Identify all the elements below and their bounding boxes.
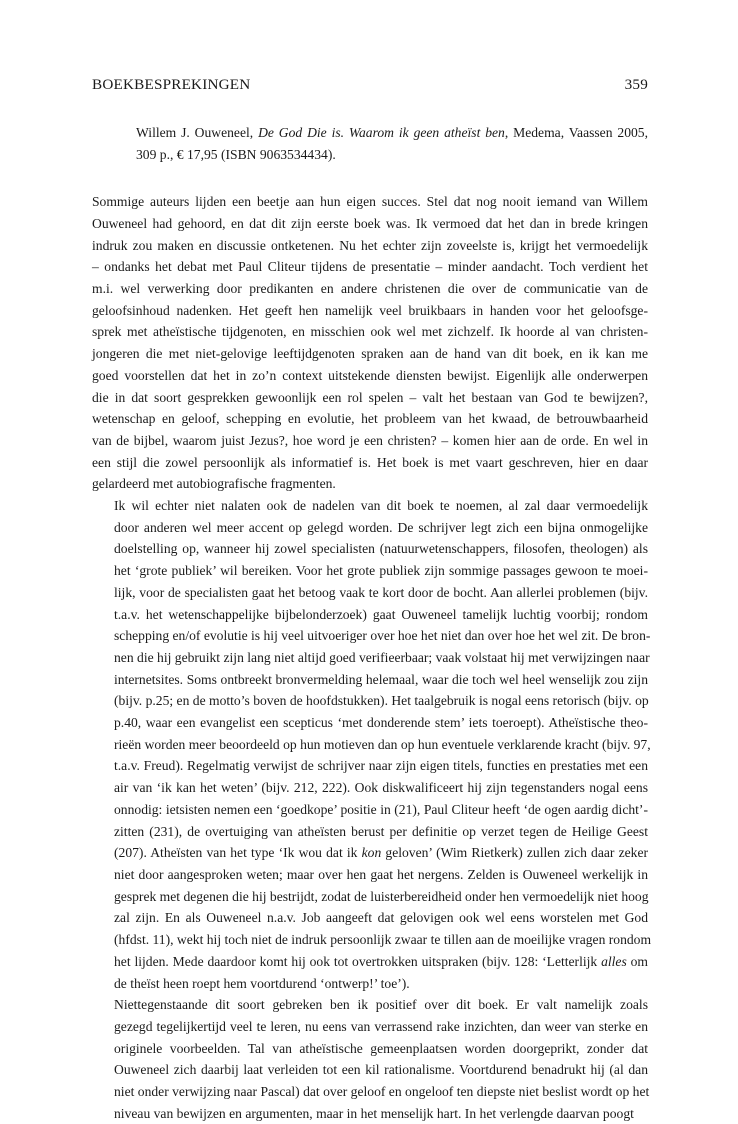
text-line: de theïst heen roept hem voortdurend ‘ontwerp!’ toe’). bbox=[114, 975, 410, 991]
text-line: niet onder verwijzing naar Pascal) dat over geloof en ongeloof ten diepste niet beslist wordt op het bbox=[114, 1084, 650, 1100]
paragraph-2 bbox=[92, 495, 652, 994]
text-line: doelstelling op, wanneer hij zowel specialisten (natuurwetenschappers, filosofen, theologen) als bbox=[114, 541, 648, 557]
section-title: BOEKBESPREKINGEN bbox=[92, 76, 251, 93]
text-line: schepping en/of evolutie is hij veel uitvoeriger over hoe het niet dan over hoe het wel zit. De bron- bbox=[114, 628, 651, 644]
text-line: niveau van bewijzen en argumenten, maar in het menselijk hart. In het verlengde daarvan poogt bbox=[114, 1105, 634, 1121]
text-line: geloofsinhoud nadenken. Het geeft hen namelijk veel bruikbaars in handen voor het geloofsge- bbox=[92, 302, 648, 318]
text-line: gezegd tegelijkertijd veel te leren, nu eens van verrassend rake inzichten, dan weer van sterke en bbox=[114, 1018, 648, 1034]
text-line: – ondanks het debat met Paul Cliteur tijdens de presentatie – minder aandacht. Toch verdient het bbox=[92, 259, 648, 275]
paragraph-3 bbox=[92, 994, 648, 1124]
book-author: Willem J. Ouweneel, bbox=[136, 125, 259, 140]
book-reference bbox=[92, 122, 648, 165]
paragraph-1 bbox=[92, 191, 648, 495]
text-line: m.i. wel verwerking door predikanten en andere christenen die over de communicatie van de bbox=[92, 281, 648, 296]
text-line: sprek met atheïstische tijdgenoten, en misschien ook wel met zichzelf. Ik hoorde al van christen- bbox=[92, 324, 648, 340]
book-publication: , Medema, Vaassen 2005, 309 p., € 17,95 (ISBN 9063534434). bbox=[136, 125, 648, 162]
text-line: originele voorbeelden. Tal van atheïstische gemeenplaatsen worden doorgeprikt, zonder dat bbox=[114, 1040, 648, 1056]
book-title: De God Die is. Waarom ik geen atheïst ben bbox=[258, 125, 505, 140]
review-body bbox=[92, 191, 652, 1124]
text-line: internetsites. Soms ontbreekt bronvermelding helemaal, waar die toch wel heel wenselijk zou zijn bbox=[114, 671, 648, 687]
text-line: t.a.v. Freud). Regelmatig verwijst de schrijver naar zijn eigen titels, functies en prestaties met een bbox=[114, 758, 648, 774]
text-line: door anderen wel meer accent op gelegd worden. De schrijver legt zich een bijna onmogelijke bbox=[114, 519, 648, 535]
text-line: (207). Atheïsten van het type ‘Ik wou dat ik kon geloven’ (Wim Rietkerk) zullen zich daar zeker bbox=[114, 845, 648, 861]
text-line: van de bijbel, waarom juist Jezus?, hoe word je een christen? – komen hier aan de orde. En wel in bbox=[92, 432, 648, 448]
text-line: gelardeerd met autobiografische fragmenten. bbox=[92, 476, 336, 492]
text-line: niet door aangesproken weten; maar over hen gaat het nergens. Zelden is Ouweneel werkelijk in bbox=[114, 866, 648, 882]
text-line: het lijden. Mede daardoor komt hij ook tot overtrokken uitspraken (bijv. 128: ‘Letterlijk alles om bbox=[114, 953, 648, 969]
text-line: nen die hij gebruikt zijn lang niet altijd goed verifieerbaar; vaak volstaat hij met verwijzingen naar bbox=[114, 649, 650, 665]
text-line: Niettegenstaande dit soort gebreken ben ik positief over dit boek. Er valt namelijk zoals bbox=[114, 997, 648, 1013]
text-line: indruk zou maken en discussie ontketenen. Nu het echter zijn zoveelste is, krijgt het vermoedelijk bbox=[92, 237, 648, 253]
text-line: t.a.v. het wetenschappelijke bijbelonderzoek) gaat Ouweneel tamelijk luchtig voorbij; rondom bbox=[114, 606, 648, 622]
text-line: Ouweneel zich daarbij laat verleiden tot een kil rationalisme. Voortdurend benadrukt hij (al dan bbox=[114, 1062, 648, 1078]
text-line: wetenschap en geloof, schepping en evolutie, het probleem van het kwaad, de betrouwbaarheid bbox=[92, 411, 648, 427]
text-line: air van ‘ik kan het weten’ (bijv. 212, 222). Ook diskwalificeert hij zijn tegenstanders nogal eens bbox=[114, 780, 648, 796]
text-line: goed voorstellen dat het in zo’n context uitstekende diensten bewijst. Eigenlijk alle onderwerpen bbox=[92, 367, 648, 383]
running-head bbox=[92, 76, 648, 96]
text-line: Sommige auteurs lijden een beetje aan hun eigen succes. Stel dat nog nooit iemand van Willem bbox=[92, 194, 648, 210]
page-number: 359 bbox=[624, 76, 648, 93]
text-line: gesprek met degenen die hij bestrijdt, zodat de luisterbereidheid onder hen vermoedelijk niet hoog bbox=[114, 888, 649, 904]
text-line: Ik wil echter niet nalaten ook de nadelen van dit boek te noemen, al zal daar vermoedelijk bbox=[114, 498, 648, 514]
text-line: die in dat soort gesprekken gewoonlijk een rol spelen – valt het bestaan van God te bewijzen?, bbox=[92, 389, 648, 405]
text-line: Ouweneel had gehoord, en dat dit zijn eerste boek was. Ik vermoed dat het dan in brede kringen bbox=[92, 215, 648, 231]
text-line: (bijv. p.25; en de motto’s boven de hoofdstukken). Het taalgebruik is nogal eens retorisch (bijv. op bbox=[114, 693, 649, 709]
page bbox=[92, 76, 652, 1124]
text-line: lijk, voor de specialisten gaat het betoog vaak te kort door de bocht. Aan allerlei problemen (bijv. bbox=[114, 584, 648, 600]
text-line: onnodig: ietsisten nemen een ‘goedkope’ positie in (21), Paul Cliteur heeft ‘de ogen aardig dicht’- bbox=[114, 801, 648, 817]
text-line: rieën worden meer beoordeeld op hun motieven dan op hun eventuele verklarende kracht (bijv. 97, bbox=[114, 736, 651, 752]
text-line: het ‘grote publiek’ wil bereiken. Voor het grote publiek zijn sommige passages gewoon te moei- bbox=[114, 563, 648, 579]
text-line: zal zijn. En als Ouweneel n.a.v. Job aangeeft dat gelovigen ook wel eens worstelen met God bbox=[114, 910, 648, 926]
text-line: (hfdst. 11), wekt hij toch niet de indruk persoonlijk zwaar te tillen aan de moeilijke vragen rondom bbox=[114, 932, 652, 948]
text-line: zitten (231), de overtuiging van atheïsten berust per definitie op verzet tegen de Heilige Geest bbox=[114, 823, 648, 839]
text-line: jongeren die met niet-gelovige leeftijdgenoten spraken aan de hand van dit boek, en ik kan me bbox=[92, 346, 648, 362]
text-line: een stijl die zowel persoonlijk als informatief is. Het boek is met vaart geschreven, hier en daar bbox=[92, 454, 648, 470]
text-line: p.40, waar een evangelist een scepticus ‘met donderende stem’ iets toeroept). Atheïstische theo- bbox=[114, 715, 648, 731]
